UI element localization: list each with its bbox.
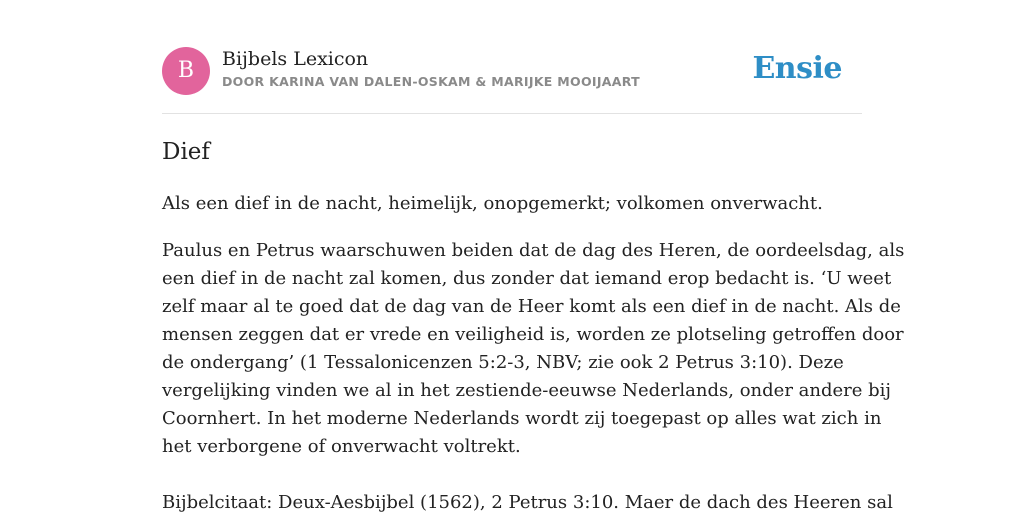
entry-definition: Als een dief in de nacht, heimelijk, onopgemerkt; volkomen onverwacht.	[162, 193, 823, 214]
ensie-logo-link[interactable]: Ensie	[752, 51, 842, 86]
book-header	[162, 47, 862, 114]
entry-citation: Bijbelcitaat: Deux-Aesbijbel (1562), 2 Petrus 3:10. Maer de dach des Heeren sal	[162, 492, 893, 512]
body-line: Coornhert. In het moderne Nederlands wordt zij toegepast op alles wat zich in	[162, 408, 882, 429]
entry-body	[162, 237, 905, 461]
body-line: zelf maar al te goed dat de dag van de Heer komt als een dief in de nacht. Als de	[162, 296, 901, 317]
body-line: Paulus en Petrus waarschuwen beiden dat de dag des Heren, de oordeelsdag, als	[162, 240, 905, 261]
article-page	[162, 0, 905, 512]
body-line: vergelijking vinden we al in het zestiende-eeuwse Nederlands, onder andere bij	[162, 380, 891, 401]
book-title[interactable]: Bijbels Lexicon	[222, 48, 369, 70]
entry-title: Dief	[162, 139, 210, 165]
body-line: het verborgene of onverwacht voltrekt.	[162, 436, 521, 457]
body-line: de ondergang’ (1 Tessalonicenzen 5:2-3, NBV; zie ook 2 Petrus 3:10). Deze	[162, 352, 844, 373]
book-authors: DOOR KARINA VAN DALEN-OSKAM & MARIJKE MOOIJAART	[222, 74, 640, 89]
body-line: mensen zeggen dat er vrede en veiligheid is, worden ze plotseling getroffen door	[162, 324, 904, 345]
book-avatar[interactable]: B	[162, 47, 210, 95]
body-line: een dief in de nacht zal komen, dus zonder dat iemand erop bedacht is. ‘U weet	[162, 268, 892, 289]
